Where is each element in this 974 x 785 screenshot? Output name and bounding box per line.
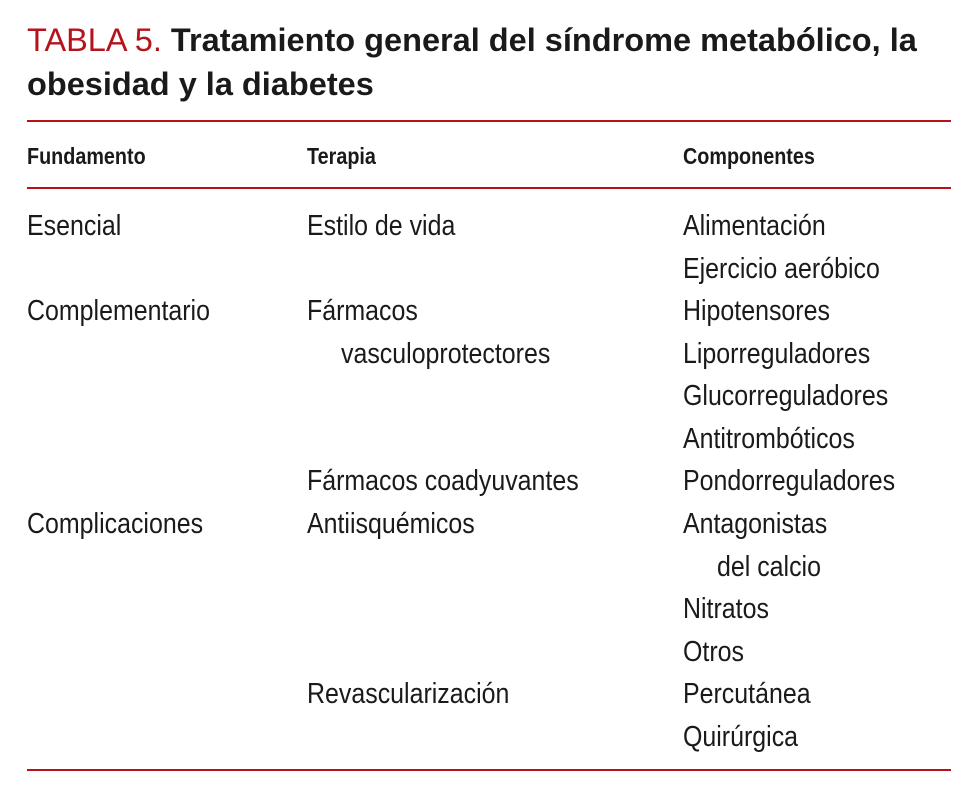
table-title [27,18,947,106]
bottom-rule [27,769,951,771]
componentes-cell: Antitrombóticos [683,423,855,455]
fundamento-cell: Esencial [27,210,122,242]
terapia-cell: Antiisquémicos [307,508,475,540]
componentes-cell: Pondorreguladores [683,465,896,497]
header-componentes: Componentes [683,143,815,169]
header-rule [27,187,951,189]
fundamento-cell: Complicaciones [27,508,204,540]
componentes-cell: Quirúrgica [683,721,799,753]
componentes-cell: Otros [683,636,744,668]
table-title-text: Tratamiento general del síndrome metabólico, la obesidad y la diabetes [27,22,917,102]
componentes-cell: del calcio [717,551,821,583]
table-number-label: TABLA 5. [27,22,162,58]
componentes-cell: Glucorreguladores [683,380,889,412]
terapia-cell: Fármacos coadyuvantes [307,465,579,497]
fundamento-cell: Complementario [27,295,210,327]
componentes-cell: Hipotensores [683,295,830,327]
terapia-cell: vasculoprotectores [341,338,551,370]
top-rule [27,120,951,122]
componentes-cell: Nitratos [683,593,769,625]
header-fundamento: Fundamento [27,143,146,169]
terapia-cell: Revascularización [307,678,510,710]
componentes-cell: Percutánea [683,678,811,710]
componentes-cell: Liporreguladores [683,338,871,370]
componentes-cell: Alimentación [683,210,826,242]
componentes-cell: Antagonistas [683,508,828,540]
terapia-cell: Fármacos [307,295,418,327]
header-terapia: Terapia [307,143,376,169]
terapia-cell: Estilo de vida [307,210,456,242]
componentes-cell: Ejercicio aeróbico [683,253,880,285]
